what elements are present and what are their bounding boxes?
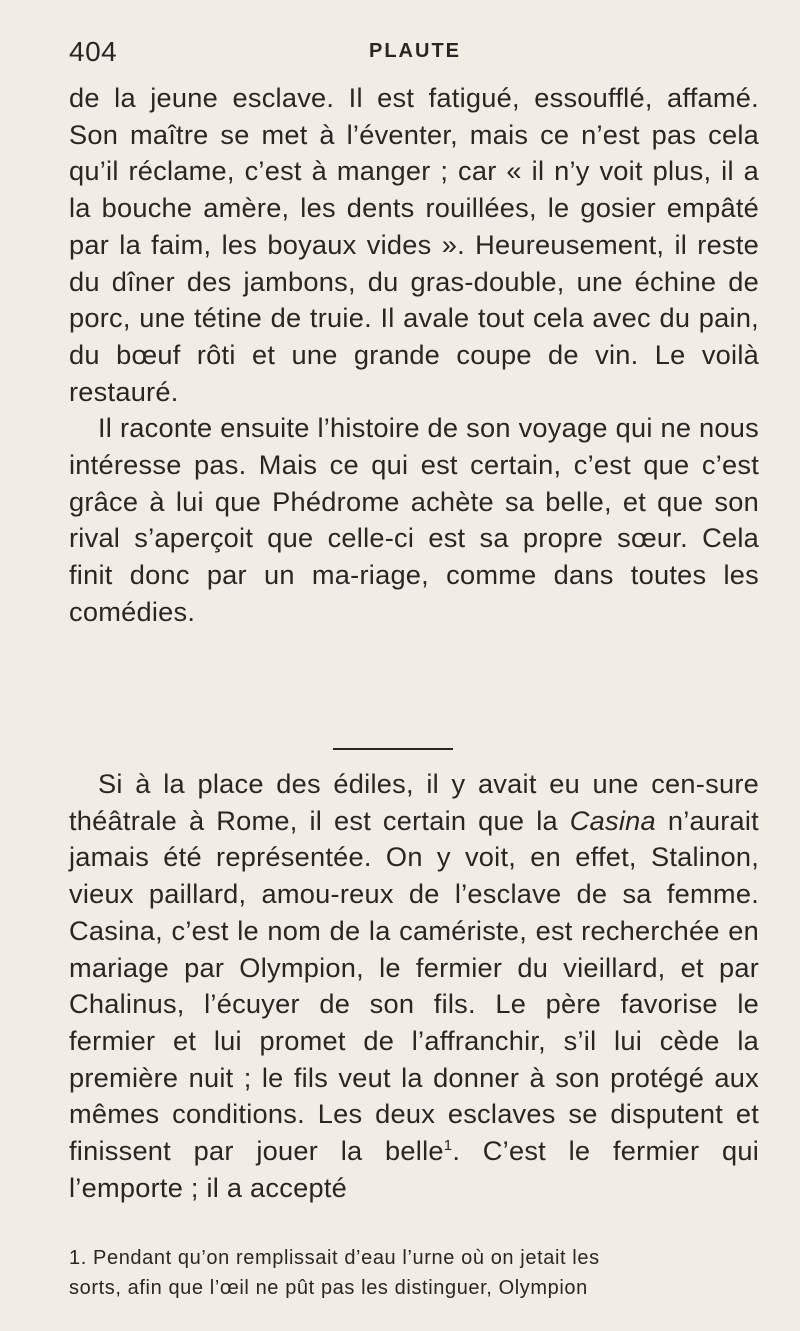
main-text — [69, 80, 759, 631]
main-text-section-two — [69, 766, 759, 1206]
paragraph-text: Si à la place des édiles, il y avait eu une cen-sure théâtrale à Rome, il est certain que la — [69, 768, 759, 836]
play-title: Casina — [569, 804, 656, 836]
footnote-line: 1. Pendant qu’on remplissait d’eau l’urne où on jetait les — [69, 1247, 600, 1269]
paragraph — [69, 766, 759, 1206]
page-number: 404 — [69, 36, 118, 67]
section-divider — [333, 748, 453, 750]
footnote-line: sorts, afin que l’œil ne pût pas les distinguer, Olympion — [69, 1277, 588, 1299]
running-head: PLAUTE — [369, 40, 461, 62]
paragraph-text: . C’est le fermier qui l’emporte ; il a accepté — [69, 1135, 759, 1203]
paragraph: de la jeune esclave. Il est fatigué, essoufflé, affamé. Son maître se met à l’éventer, mais ce n’est pas cela qu’il réclame, c’est à manger ; car « il n’y voit plus, il a la bouche amère, les dents rouillées, le gosier empâté par la faim, les boyaux vides ». Heureusement, il reste du dîner des jambons, du gras-double, une échine de porc, une tétine de truie. Il avale tout cela avec du pain, du bœuf rôti et une grande coupe de vin. Le voilà restauré. — [69, 82, 759, 407]
footnote — [69, 1243, 757, 1303]
footnote-reference: 1 — [443, 1136, 453, 1154]
page-header — [69, 36, 759, 72]
paragraph-text: n’aurait jamais été représentée. On y voit, en effet, Stalinon, vieux paillard, amou-reux de l’esclave de sa femme. Casina, c’est le nom de la caméristе, est recherchée en mariage par Olympion, le fermier du vieillard, et par Chalinus, l’écuyer de son fils. Le père favorise le fermier et lui promet de l’affranchir, s’il lui cède la première nuit ; le fils veut la donner à son protégé aux mêmes conditions. Les deux esclaves se disputent et finissent par jouer la belle — [69, 804, 759, 1167]
paragraph: Il raconte ensuite l’histoire de son voyage qui ne nous intéresse pas. Mais ce qui est certain, c’est que c’est grâce à lui que Phédrome achète sa belle, et que son rival s’aperçoit que celle-ci est sa propre sœur. Cela finit donc par un ma-riage, comme dans toutes les comédies. — [69, 412, 759, 627]
